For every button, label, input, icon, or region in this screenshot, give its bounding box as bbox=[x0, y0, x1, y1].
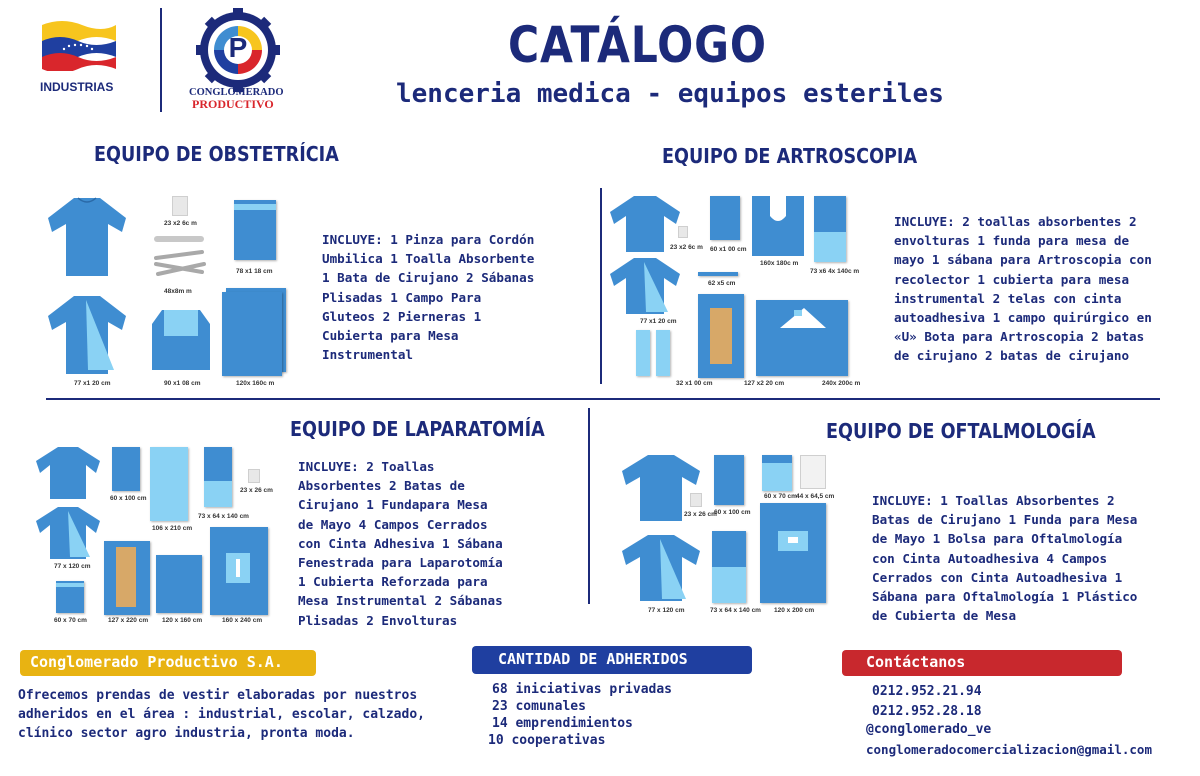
section-description: INCLUYE: 1 Pinza para Cordón Umbilica 1 Toalla Absorbente 1 Bata de Cirujano 2 Sábanas Plisadas 1 Campo Para Gluteos 2 Pierneras 1 Cubierta para Mesa Instrumental bbox=[322, 232, 535, 363]
sheet-item bbox=[150, 447, 188, 521]
leg-cover-item bbox=[656, 330, 670, 376]
header-divider bbox=[160, 8, 162, 112]
size-label: 60 x 100 cm bbox=[714, 509, 751, 516]
size-label: 120 x 160 cm bbox=[162, 617, 203, 624]
size-label: 48x8m m bbox=[164, 288, 192, 295]
page-title: CATÁLOGO bbox=[508, 16, 767, 74]
size-label: 23 x2 6c m bbox=[670, 244, 703, 251]
towel-item bbox=[248, 469, 260, 483]
logo-text-line2: PRODUCTIVO bbox=[192, 97, 274, 111]
page-subtitle: lenceria medica - equipos esteriles bbox=[396, 79, 944, 109]
size-label: 90 x1 08 cm bbox=[164, 380, 201, 387]
section-description: INCLUYE: 2 toallas absorbentes 2 envolturas 1 funda para mesa de mayo 1 sábana para Artroscopia con recolector 1 cubierta para mesa instrumental 2 telas con cinta autoadhesiva 1 campo quirúrgico en «U» Bota para Artroscopia 2 batas de cirujano 2 batas de cirujano bbox=[894, 214, 1152, 364]
contact-email-link[interactable]: conglomeradocomercializacion@gmail.com bbox=[866, 742, 1152, 757]
size-label: 60 x 70 cm bbox=[54, 617, 87, 624]
leg-cover-item bbox=[636, 330, 650, 376]
size-label: 240x 200c m bbox=[822, 380, 861, 387]
mayo-cover-band bbox=[814, 232, 846, 262]
size-label: 120 x 200 cm bbox=[774, 607, 815, 614]
towel-item bbox=[690, 493, 702, 507]
tape-item bbox=[698, 272, 738, 276]
wrap-item-band bbox=[56, 583, 84, 587]
u-drape-icon bbox=[750, 194, 806, 258]
size-label: 160x 180c m bbox=[760, 260, 799, 267]
venezuela-flag-icon bbox=[38, 15, 118, 71]
section-title: EQUIPO DE LAPARATOMÍA bbox=[290, 417, 545, 441]
size-label: 73 x6 4x 140c m bbox=[810, 268, 860, 275]
bag-top bbox=[762, 455, 792, 463]
contact-social-handle[interactable]: @conglomerado_ve bbox=[866, 722, 992, 737]
size-label: 127 x2 20 cm bbox=[744, 380, 785, 387]
section-divider-horizontal bbox=[46, 398, 1160, 400]
surgical-gown-open-icon bbox=[44, 294, 130, 376]
brand-left-label: INDUSTRIAS bbox=[40, 80, 114, 94]
size-label: 60 x 70 cm bbox=[764, 493, 797, 500]
section-obstetricia bbox=[0, 130, 600, 395]
section-title: EQUIPO DE OFTALMOLOGÍA bbox=[826, 419, 1096, 443]
towel-item bbox=[172, 196, 188, 216]
reinforced-patch bbox=[116, 547, 136, 607]
size-label: 73 x 64 x 140 cm bbox=[198, 513, 249, 520]
mayo-cover-band bbox=[712, 567, 746, 603]
size-label: 60 x1 00 cm bbox=[710, 246, 747, 253]
mayo-cover-band bbox=[204, 481, 232, 507]
section-title: EQUIPO DE OBSTETRÍCIA bbox=[94, 142, 339, 166]
size-label: 23 x 26 cm bbox=[684, 511, 717, 518]
wrap-item bbox=[710, 196, 740, 240]
size-label: 127 x 220 cm bbox=[108, 617, 149, 624]
plastic-cover-item bbox=[800, 455, 826, 489]
towel-item bbox=[678, 226, 688, 238]
section-laparatomia bbox=[0, 405, 588, 630]
size-label: 73 x 64 x 140 cm bbox=[710, 607, 761, 614]
wrap-item bbox=[714, 455, 744, 505]
surgical-gown-open-icon bbox=[608, 256, 682, 316]
wrap-item-band bbox=[234, 204, 276, 210]
fenestration-icon bbox=[778, 306, 828, 332]
reinforced-patch bbox=[710, 308, 732, 364]
logo-letter: P bbox=[228, 32, 248, 63]
adheridos-item: 23 comunales bbox=[492, 699, 586, 714]
section-title: EQUIPO DE ARTROSCOPIA bbox=[662, 144, 918, 168]
size-label: 32 x1 00 cm bbox=[676, 380, 713, 387]
adheridos-item: 68 iniciativas privadas bbox=[492, 682, 673, 697]
section-description: INCLUYE: 2 Toallas Absorbentes 2 Batas de Cirujano 1 Fundapara Mesa de Mayo 4 Campos Cerrados con Cinta Adhesiva 1 Sábana Fenestrada para Laparotomía 1 Cubierta Reforzada para Mesa Instrumental 2 Sábanas Plisadas 2 Envolturas bbox=[298, 459, 503, 628]
surgical-gown-open-icon bbox=[34, 505, 102, 561]
adheridos-item: 10 cooperativas bbox=[488, 733, 606, 748]
sheet-item bbox=[156, 555, 202, 613]
size-label: 44 x 64,5 cm bbox=[796, 493, 835, 500]
header bbox=[0, 0, 1200, 115]
fenestration-slot bbox=[788, 537, 798, 543]
contact-phone[interactable]: 0212.952.21.94 bbox=[872, 684, 982, 699]
size-label: 77 x1 20 cm bbox=[74, 380, 111, 387]
company-title: Conglomerado Productivo S.A. bbox=[30, 653, 283, 671]
size-label: 60 x 100 cm bbox=[110, 495, 147, 502]
size-label: 77 x 120 cm bbox=[648, 607, 685, 614]
wrap-item bbox=[112, 447, 140, 491]
size-label: 62 x5 cm bbox=[708, 280, 736, 287]
adheridos-title: CANTIDAD DE ADHERIDOS bbox=[498, 650, 688, 668]
size-label: 78 x1 18 cm bbox=[236, 268, 273, 275]
surgical-gown-icon bbox=[34, 445, 102, 501]
size-label: 77 x1 20 cm bbox=[640, 318, 677, 325]
fenestration-slot bbox=[236, 559, 240, 577]
surgical-gown-open-icon bbox=[620, 533, 702, 603]
size-label: 160 x 240 cm bbox=[222, 617, 263, 624]
umbilical-clamp-icon bbox=[152, 234, 210, 284]
section-artroscopia bbox=[600, 130, 1200, 395]
sheet-item bbox=[222, 292, 282, 376]
company-text: Ofrecemos prendas de vestir elaboradas por nuestros adheridos en el área : industrial, escolar, calzado, clínico sector agro industria, pronta moda. bbox=[18, 688, 425, 741]
adheridos-item: 14 emprendimientos bbox=[492, 716, 633, 731]
surgical-gown-icon bbox=[44, 196, 130, 278]
logo-text-line1: CONGLOMERADO bbox=[189, 87, 284, 98]
contact-title: Contáctanos bbox=[866, 653, 966, 671]
ophthalmology-sheet-item bbox=[760, 503, 826, 603]
mayo-cover-icon bbox=[150, 306, 212, 372]
size-label: 120x 160c m bbox=[236, 380, 275, 387]
size-label: 106 x 210 cm bbox=[152, 525, 193, 532]
size-label: 77 x 120 cm bbox=[54, 563, 91, 570]
size-label: 23 x 26 cm bbox=[240, 487, 273, 494]
contact-phone[interactable]: 0212.952.28.18 bbox=[872, 704, 982, 719]
section-description: INCLUYE: 1 Toallas Absorbentes 2 Batas de Cirujano 1 Funda para Mesa de Mayo 1 Bolsa para Oftalmología con Cinta Autoadhesiva 4 Campos Cerrados con Cinta Autoadhesiva 1 Sábana para Oftalmología 1 Plástico de Cubierta de Mesa bbox=[872, 493, 1138, 624]
size-label: 23 x2 6c m bbox=[164, 220, 197, 227]
section-oftalmologia bbox=[588, 405, 1200, 630]
